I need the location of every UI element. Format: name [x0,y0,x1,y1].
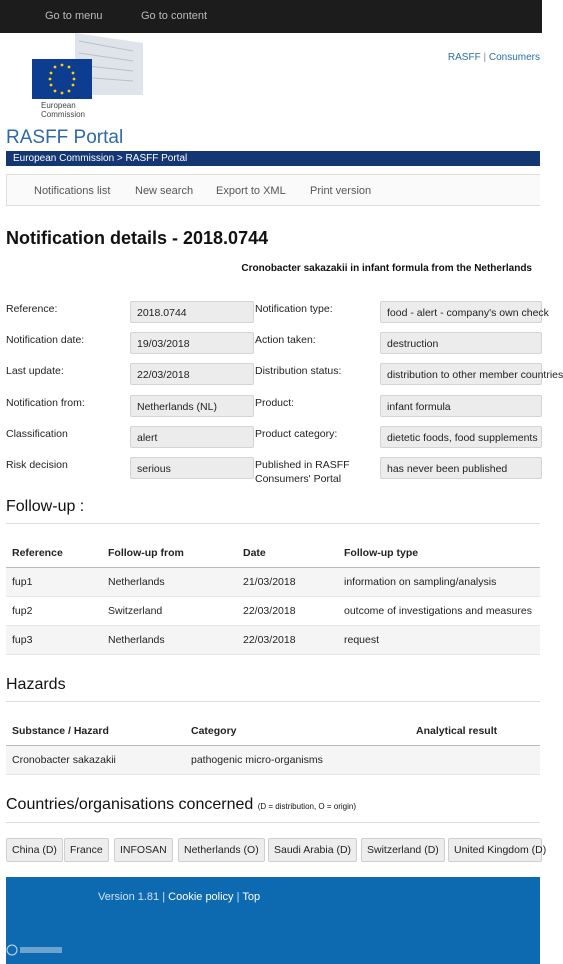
countries-note: (D = distribution, O = origin) [257,802,356,811]
header-link-separator: | [483,52,487,63]
followup-type: request [344,634,380,646]
rasff-link[interactable]: RASFF [447,52,481,63]
hazards-header-row [6,717,540,746]
notification-type-field: food - alert - company's own check [380,301,542,323]
table-row[interactable] [6,597,540,626]
tab-export-xml[interactable]: Export to XML [216,185,286,197]
countries-divider [6,822,540,823]
followup-heading: Follow-up : [6,498,85,515]
version-text: Version 1.81 [98,891,160,903]
followup-from: Switzerland [108,605,163,617]
country-badge[interactable]: Switzerland (D) [361,838,445,862]
followup-col-from: Follow-up from [108,547,184,559]
site-footer [6,877,540,964]
last-update-label: Last update: [6,365,64,377]
product-field: infant formula [380,395,542,417]
consumers-link[interactable]: Consumers [488,52,540,63]
site-header [0,33,542,151]
notification-date-field: 19/03/2018 [130,332,254,354]
followup-divider [6,523,540,524]
countries-heading [6,796,356,814]
country-badge[interactable]: INFOSAN [114,838,173,862]
followup-type: information on sampling/analysis [344,576,497,588]
notification-date-label: Notification date: [6,334,85,346]
classification-label: Classification [6,428,68,440]
ec-logo-text [41,101,85,119]
followup-date: 21/03/2018 [243,576,296,588]
followup-ref: fup3 [12,634,33,646]
tab-notifications-list[interactable]: Notifications list [34,185,111,197]
notification-from-label: Notification from: [6,397,85,409]
cookie-policy-link[interactable]: Cookie policy [168,891,234,903]
product-category-label: Product category: [255,428,338,440]
action-taken-label: Action taken: [255,334,316,346]
action-taken-field: destruction [380,332,542,354]
classification-field: alert [130,426,254,448]
published-label-line2: Consumers' Portal [255,473,342,485]
distribution-status-label: Distribution status: [255,365,342,377]
european-commission-logo[interactable] [5,33,143,123]
hazard-category: pathogenic micro-organisms [191,754,323,766]
followup-header-row [6,539,540,568]
risk-decision-label: Risk decision [6,459,68,471]
footer-separator-2: | [236,891,240,903]
tab-print-version[interactable]: Print version [310,185,372,197]
watermark-logo [6,944,66,958]
last-update-field: 22/03/2018 [130,363,254,385]
portal-title[interactable]: RASFF Portal [6,127,124,148]
hazards-divider [6,701,540,702]
breadcrumb[interactable]: European Commission > RASFF Portal [6,151,540,166]
reference-label: Reference: [6,303,58,315]
followup-ref: fup2 [12,605,33,617]
tab-new-search[interactable]: New search [135,185,194,197]
distribution-status-field: distribution to other member countries [380,363,542,385]
countries-heading-text: Countries/organisations concerned [6,796,254,813]
followup-ref: fup1 [12,576,33,588]
go-to-content-link[interactable]: Go to content [141,10,208,22]
ec-logo-line2: Commission [41,110,86,119]
product-label: Product: [255,397,295,409]
country-badge[interactable]: Saudi Arabia (D) [268,838,357,862]
country-badge[interactable]: Netherlands (O) [178,838,265,862]
header-links [448,52,540,63]
country-badge[interactable]: United Kingdom (D) [448,838,542,862]
page-title: Notification details - 2018.0744 [6,228,269,248]
followup-col-reference: Reference [12,547,63,559]
published-label-line1: Published in RASFF [255,459,350,471]
footer-separator: | [162,891,166,903]
hazard-substance: Cronobacter sakazakii [12,754,116,766]
risk-decision-field: serious [130,457,254,479]
hazards-col-result: Analytical result [416,725,498,737]
hazards-col-category: Category [191,725,237,737]
table-row[interactable] [6,626,540,655]
notification-from-field: Netherlands (NL) [130,395,254,417]
country-badge[interactable]: France [64,838,109,862]
table-row[interactable] [6,746,540,775]
hazards-col-substance: Substance / Hazard [12,725,109,737]
country-badge[interactable]: China (D) [6,838,63,862]
hazards-heading: Hazards [6,676,66,693]
notification-type-label: Notification type: [255,303,333,315]
followup-from: Netherlands [108,634,165,646]
reference-field: 2018.0744 [130,301,254,323]
footer-links [98,891,260,903]
followup-col-date: Date [243,547,266,559]
go-to-menu-link[interactable]: Go to menu [45,10,103,22]
top-bar [0,0,542,33]
action-tabs [6,174,540,206]
top-link[interactable]: Top [242,891,261,903]
ec-flag-icon [5,33,143,101]
table-row[interactable] [6,568,540,597]
followup-col-type: Follow-up type [344,547,419,559]
followup-date: 22/03/2018 [243,634,296,646]
published-consumers-portal-field: has never been published [380,457,542,479]
product-category-field: dietetic foods, food supplements [380,426,542,448]
followup-from: Netherlands [108,576,165,588]
notification-subject: Cronobacter sakazakii in infant formula from the Netherlands [241,263,532,274]
followup-type: outcome of investigations and measures [344,605,532,617]
followup-date: 22/03/2018 [243,605,296,617]
published-consumers-portal-label [255,458,350,486]
ec-logo-line1: European [41,101,76,110]
